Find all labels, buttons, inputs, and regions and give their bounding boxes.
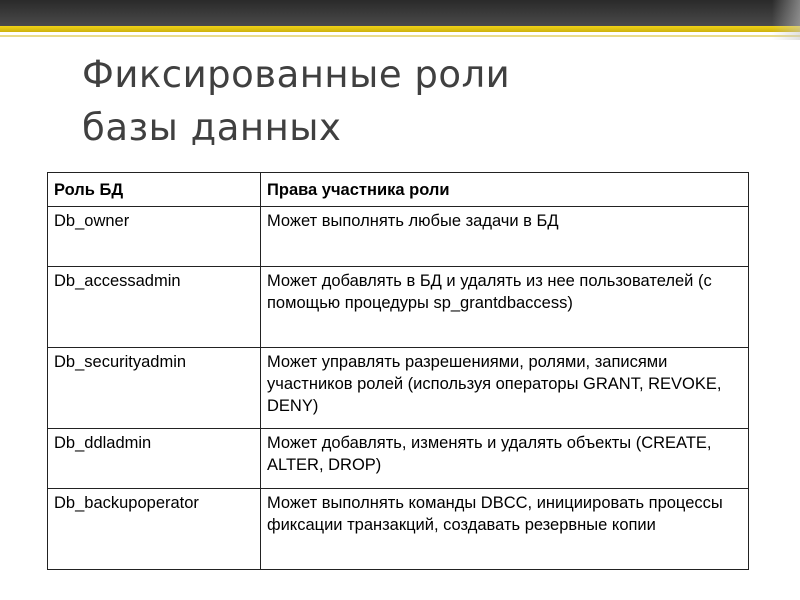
table-row <box>48 207 749 267</box>
table-row <box>48 267 749 348</box>
rights-cell: Может выполнять любые задачи в БД <box>261 207 749 267</box>
role-cell: Db_securityadmin <box>48 348 261 429</box>
rights-cell: Может добавлять в БД и удалять из нее пользователей (с помощью процедуры sp_grantdbaccess) <box>261 267 749 348</box>
header-rights: Права участника роли <box>261 173 749 207</box>
slide-title-line-1: Фиксированные роли <box>82 53 511 96</box>
rights-cell: Может добавлять, изменять и удалять объекты (CREATE, ALTER, DROP) <box>261 429 749 489</box>
accent-line <box>0 35 800 37</box>
rights-cell: Может выполнять команды DBCC, инициировать процессы фиксации транзакций, создавать резервные копии <box>261 489 749 570</box>
table-row <box>48 348 749 429</box>
slide-title-line-2: базы данных <box>82 106 342 149</box>
roles-table <box>47 172 749 570</box>
table-row <box>48 489 749 570</box>
slide-title <box>82 48 722 154</box>
header-role: Роль БД <box>48 173 261 207</box>
table-row <box>48 429 749 489</box>
role-cell: Db_accessadmin <box>48 267 261 348</box>
accent-stripe <box>0 26 800 32</box>
role-cell: Db_ddladmin <box>48 429 261 489</box>
rights-cell: Может управлять разрешениями, ролями, записями участников ролей (используя операторы GRANT, REVOKE, DENY) <box>261 348 749 429</box>
role-cell: Db_owner <box>48 207 261 267</box>
corner-shade <box>772 0 800 40</box>
header-bar <box>0 0 800 26</box>
role-cell: Db_backupoperator <box>48 489 261 570</box>
table-header-row <box>48 173 749 207</box>
